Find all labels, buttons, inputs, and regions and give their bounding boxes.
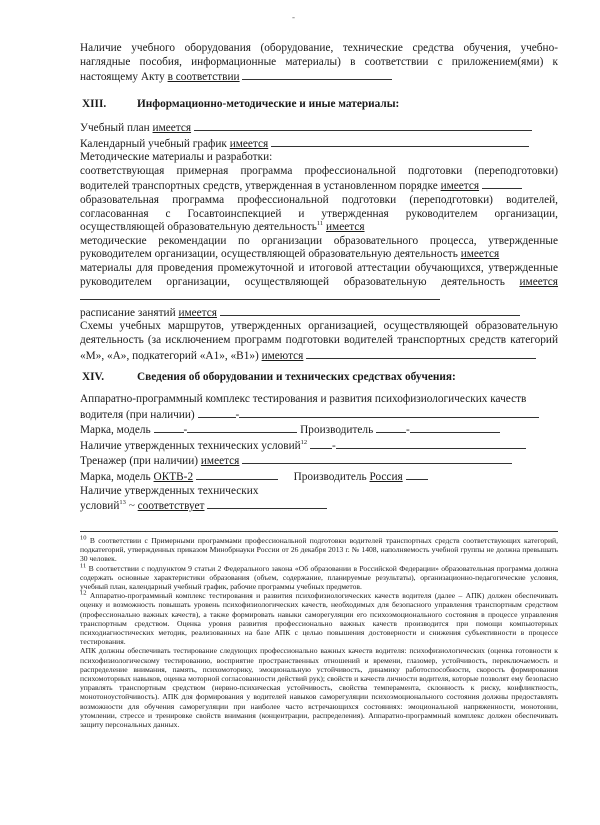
methodical-materials-label: Методические материалы и разработки: [80,151,273,164]
trainer-maker-label: Производитель [293,470,367,483]
trainer-certs-label: Наличие утвержденных технических [80,484,259,497]
apk-certs-value: - [332,439,336,452]
apk-maker-value: - [406,424,410,437]
routes-text: Схемы учебных маршрутов, утвержденных организацией, осуществляющей образовательную деятельность (за исключением программ подготовки водителей транспортных средств категорий «M», «A», подкатегорий «A1», «B1») [80,320,558,362]
trainer-certs-value: соответствует [137,500,205,513]
section-13-body [80,120,558,363]
apk-driver-label: водителя (при наличии) [80,408,195,421]
equipment-availability-paragraph [80,42,558,85]
attestation-text: материалы для проведения промежуточной и итоговой аттестации обучающихся, утвержденные руководителем организации, осуществляющей образовательную деятельность [80,261,558,288]
educational-program-text: образовательная программа профессиональной подготовки (переподготовки) водителей, согласованная с Госавтоинспекцией и утвержденная руководителем организации, осуществляющей образовательную деятельность [80,193,558,234]
attestation-paragraph [80,262,558,305]
scan-mark: - [292,12,295,22]
apk-brand-value: - [183,424,188,437]
footnote-10-number: 10 [80,534,87,542]
footnote-10 [80,536,558,564]
recommendations-paragraph [80,235,558,262]
fill-line [242,453,512,464]
calendar-schedule-label: Календарный учебный график [80,137,227,150]
fill-line [336,438,526,449]
footnote-11-text: В соответствии с подпунктом 9 статьи 2 Федерального закона «Об образовании в Российской Федерации» образовательная программа должна содержать основные характеристики образования (объем, содержание, планируемые результаты), организационно-педагогические условия, учебный план, календарный учебный график, рабочие программы учебных предметов. [80,563,558,592]
apk-brand-row [80,422,558,438]
fill-line [220,305,520,316]
schedule-value: имеется [178,306,217,319]
apk-certs-label: Наличие утвержденных технических условий [80,439,301,452]
schedule-label: расписание занятий [80,306,176,319]
trainer-brand-row [80,469,558,485]
apk-driver-row [80,407,558,423]
fill-line [80,289,440,300]
trainer-brand-value: ОКТВ-2 [153,470,194,483]
apk-label: Аппаратно-программный комплекс тестирования и развития психофизиологических качеств [80,393,527,405]
footnote-separator [80,531,558,532]
fill-line [310,438,332,449]
study-plan-value: имеется [152,122,192,134]
section-14-title: Сведения об оборудовании и технических средствах обучения: [137,371,456,383]
trainer-certs-label-cont: условий [80,500,120,513]
calendar-schedule-row [80,136,558,152]
fill-line [187,422,297,433]
fill-line [306,348,536,359]
fill-line [239,407,539,418]
footnote-11-number: 11 [80,562,87,570]
trainer-maker-value: Россия [369,470,403,483]
footnote-12-text: Аппаратно-программный комплекс тестирования и развития психофизиологических качеств водителя (далее – АПК) должен обеспечивать оценку и возможность повышать уровень психофизиологических качеств, необходимых для безопасного управления транспортным средством (профессионально важных качеств), а также формировать навыки саморегуляции его психоэмоционального состояния в процессе управления транспортным средством. Оценка уровня развития профессионально важных качеств производится при помощи компьютерных психодиагностических методик, реализованных на базе АПК с целью повышения достоверности и снижения субъективности в процессе тестирования. [80,591,558,647]
equipment-availability-text: Наличие учебного оборудования (оборудование, технические средства обучения, учебно-наглядные пособия, информационные материалы) в соответствии с приложением(ями) к настоящему Акту [80,42,558,84]
trainer-brand-label: Марка, модель [80,470,151,483]
section-14-body [80,393,558,514]
program-value: имеется [440,180,480,193]
footnote-ref-13: 13 [119,499,126,507]
apk-maker-label: Производитель [300,424,374,437]
fill-line [271,136,529,147]
handwritten-mark: ~ [128,500,135,513]
section-14-number: XIV. [82,371,105,383]
trainer-row [80,453,558,469]
footnotes [80,536,558,729]
footnote-ref-12: 12 [300,439,308,447]
attestation-value: имеется [519,275,559,288]
study-plan-label: Учебный план [80,122,150,134]
footnote-11 [80,564,558,592]
footnote-12-continued [80,646,558,729]
section-13-number: XIII. [82,98,107,110]
footnote-12-text-continued: АПК должны обеспечивать тестирование следующих профессионально важных качеств водителя: психофизиологических (оценка готовности к психофизиологическому тестированию, восприятие пространственных отношений и времени, глазомер, устойчивость, переключаемость и распределение внимания, память, психомоторику, эмоциональную устойчивость, динамику работоспособности, скорость формирования психомоторных навыков, оценка моторной согласованности действий рук); свойств и качеств личности водителя, которые позволят ему безопасно управлять транспортным средством (нервно-психическая устойчивость, свойства темперамента, склонность к риску, конфликтность, монотоноустойчивость). АПК для формирования у водителей навыков саморегуляции психоэмоционального состояния должны предоставлять возможности для обучения саморегуляции при наиболее часто встречающихся состояниях: эмоциональной напряженности, монотонии, утомлении, стрессе и тренировке свойств внимания (концентрации, распределения). Аппаратно-программный комплекс должен обеспечивать защиту персональных данных. [80,646,558,730]
footnote-12-number: 12 [80,589,87,597]
trainer-label: Тренажер (при наличии) [80,455,199,468]
footnote-10-text: В соответствии с Примерными программами профессиональной подготовки водителей транспортных средств соответствующих категорий, подкатегорий, утвержденных приказом Минобрнауки России от 26 декабря 2013 г. № 1408, наполняемость учебной группы не должна превышать 30 человек. [80,536,558,564]
fill-line [410,422,500,433]
routes-paragraph [80,320,558,363]
fill-line [482,178,522,189]
fill-line [198,407,236,418]
study-plan-row [80,120,558,136]
equipment-availability-value: в соответствии [167,71,240,84]
fill-line [194,120,532,131]
apk-certs-row [80,438,558,454]
section-13-title: Информационно-методические и иные материалы: [137,98,400,110]
fill-line [376,422,406,433]
footnote-12 [80,591,558,646]
program-text: соответствующая примерная программа профессиональной подготовки (переподготовки) водителей транспортных средств, утвержденная в установленном порядке [80,164,558,193]
fill-line [207,498,327,509]
calendar-schedule-value: имеется [229,137,269,150]
trainer-value: имеется [200,455,240,468]
trainer-certs-row [80,498,558,514]
routes-value: имеются [261,349,304,362]
section-14-heading [82,371,456,384]
apk-driver-value: - [235,408,240,421]
footnote-ref-11: 11 [316,220,324,228]
recommendations-text: методические рекомендации по организации образовательного процесса, утвержденные руководителем организации, осуществляющей образовательную деятельность [80,234,558,261]
educational-program-value: имеется [326,221,365,234]
educational-program-paragraph [80,194,558,235]
fill-line [242,69,392,80]
apk-brand-label: Марка, модель [80,424,151,437]
program-paragraph [80,165,558,194]
fill-line [196,469,278,480]
fill-line [154,422,184,433]
fill-line [406,469,428,480]
recommendations-value: имеется [460,248,500,261]
schedule-row [80,305,558,321]
section-13-heading [82,98,399,111]
